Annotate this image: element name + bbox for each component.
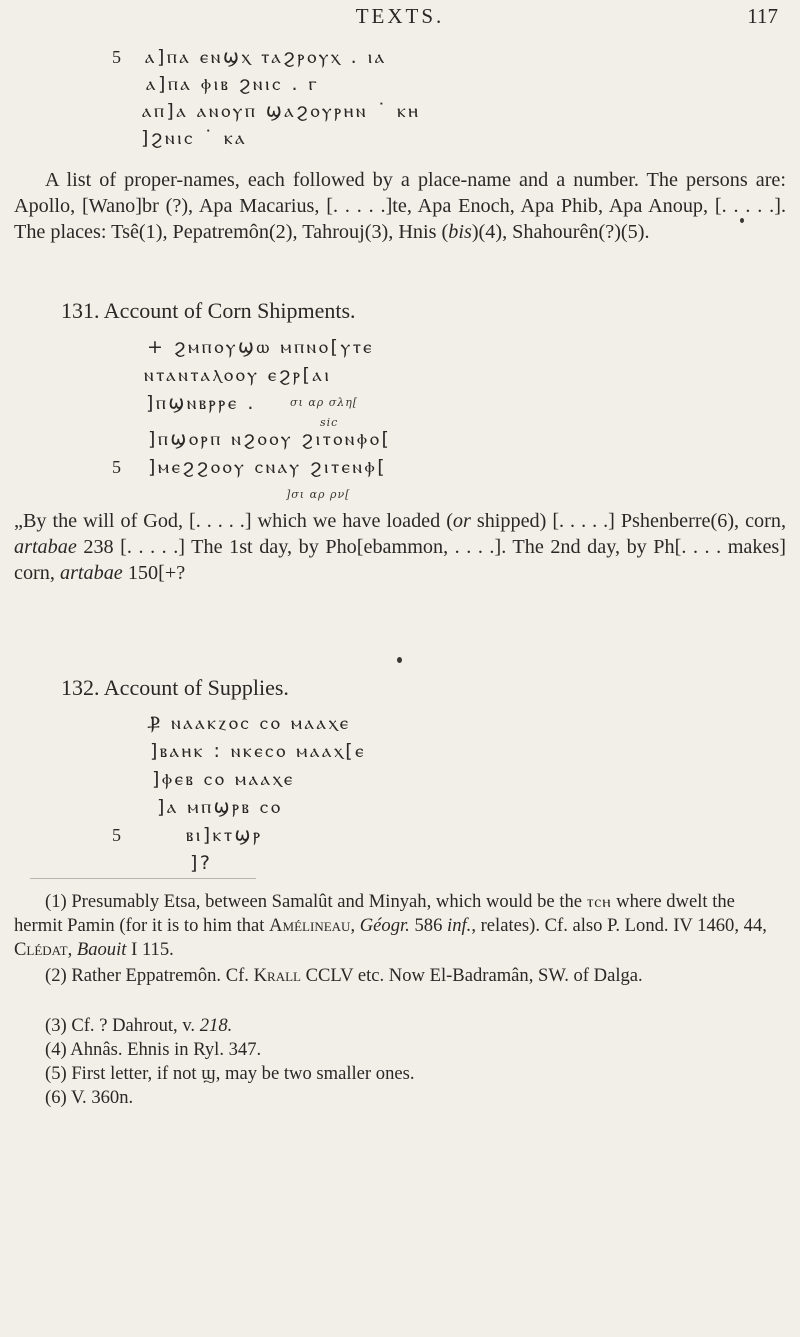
coptic-line: ⲁⲡ]ⲁ ⲁⲛⲟⲩⲡ ϣⲁϩⲟⲩⲣⲏⲛ ˙ ⲕⲏ [142,100,421,122]
greek-gloss: ]σι αρ ρν[ [286,488,351,501]
coptic-line: Ⳁ ⲛⲁⲁⲕⲍⲟⲥ ⲥⲟ ⲙⲁⲁⲭⲉ [147,712,351,734]
footnote-3: (3) Cf. ? Dahrout, v. 218. [45,1015,233,1036]
commentary-paragraph: A list of proper-names, each followed by a place-name and a number. The persons are: Apollo, [Wano]br (?), Apa Macarius, [. . . . .]te, Apa Enoch, Apa Phib, Apa Anoup, [. . . . .]. The places: Tsê(1), Pepatremôn(2), Tahrouj(3), Hnis (bis)(4), Shahourên(?)(5). [14,169,786,243]
coptic-line: ]? [190,852,213,874]
coptic-line: ]ⲫⲉⲃ ⲥⲟ ⲙⲁⲁⲭⲉ [152,768,295,790]
coptic-line: ⲁ]ⲡⲁ ⲉⲛϣⲭ ⲧⲁϩⲣⲟⲩⲭ . ⲓⲁ [145,46,387,68]
footnote-rule [30,878,256,879]
line-number: 5 [112,47,121,67]
coptic-line: ]ⲃⲁⲏⲕ : ⲛⲕⲉⲥⲟ ⲙⲁⲁⲭ[ⲉ [150,740,367,762]
sic-note: sic [320,416,339,429]
section-heading: 131. Account of Corn Shipments. [61,298,356,323]
coptic-line: ]ⲡϣⲛⲃⲣⲣⲉ . [146,392,256,414]
ink-speck [740,218,744,223]
footnote-5: (5) First letter, if not ϣ, may be two smaller ones. [45,1063,415,1084]
italic-term: bis [448,221,472,243]
running-title: TEXTS. [355,4,445,28]
line-number: 5 [112,457,121,477]
coptic-line: ⲁ]ⲡⲁ ⲫⲓⲃ ϩⲛⲓⲥ . ⲅ [146,73,320,95]
footnote-4: (4) Ahnâs. Ehnis in Ryl. 347. [45,1039,262,1060]
page-number: 117 [747,4,778,28]
section-heading: 132. Account of Supplies. [61,675,289,700]
coptic-line: ]ⲁ ⲙⲡϣⲣⲃ ⲥⲟ [157,796,283,818]
footnote-6: (6) V. 360n. [45,1087,134,1108]
coptic-line: ]ⲙⲉϩϩⲟⲟⲩ ⲥⲛⲁⲩ ϩⲓⲧⲉⲛⲫ[ [148,456,388,478]
translation-paragraph: „By the will of God, [. . . . .] which we have loaded (or shipped) [. . . . .] Pshenberre(6), corn, artabae 238 [. . . . .] The 1st day, by Pho[ebammon, . . . .]. The 2nd day, by Ph[. . . . makes] corn, artabae 150[+? [14,510,786,584]
coptic-line: ⲃⲓ]ⲕⲧϣⲣ [186,824,263,846]
footnote-1: (1) Presumably Etsa, between Samalût and Minyah, which would be the ⲧⲥⲏ where dwelt the hermit Pamin (for it is to him that Amélineau, Géogr. 586 inf., relates). Cf. also P. Lond. IV 1460, 44, Clédat, Baouit I 115. [14,891,767,960]
greek-gloss: σι αρ σλη[ [290,396,359,409]
coptic-line: ]ϩⲛⲓⲥ ˙ ⲕⲁ [141,127,248,149]
line-number: 5 [112,825,121,845]
footnote-2: (2) Rather Eppatremôn. Cf. Krall CCLV etc. Now El-Badramân, SW. of Dalga. [45,965,643,986]
ink-speck [397,657,402,663]
coptic-line: + ϩⲙⲡⲟⲩϣⲱ ⲙⲡⲛⲟ[ⲩⲧⲉ [147,336,375,358]
coptic-line: ]ⲡϣⲟⲣⲡ ⲛϩⲟⲟⲩ ϩⲓⲧⲟⲛⲫⲟ[ [148,428,392,450]
coptic-line: ⲛⲧⲁⲛⲧⲁⲗⲟⲟⲩ ⲉϩⲣ[ⲁⲓ [144,364,332,386]
